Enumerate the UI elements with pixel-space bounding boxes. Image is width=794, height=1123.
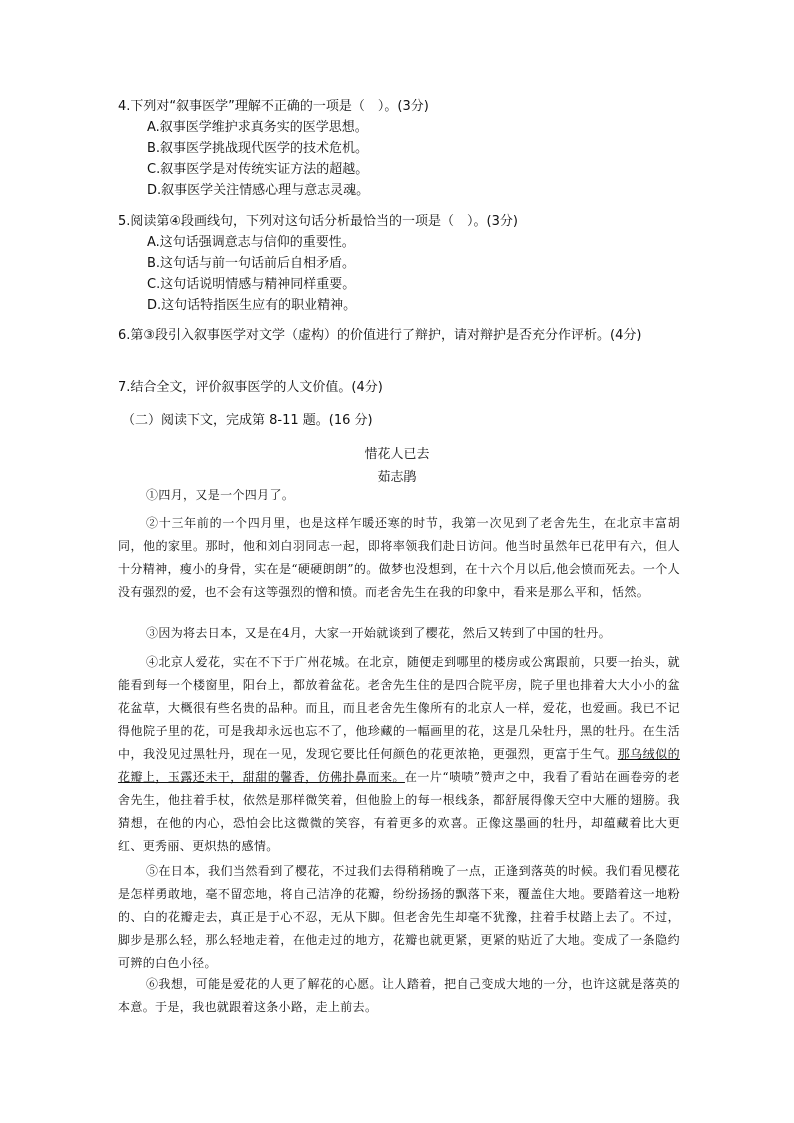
question-4-option-a: A.叙事医学维护求真务实的医学思想。: [147, 120, 368, 135]
question-5-option-c: C.这句话说明情感与精神同样重要。: [147, 277, 356, 292]
paragraph-4-text-a: ④北京人爱花，实在不下于广州花城。在北京，随便走到哪里的楼房或公寓跟前，只要一抬头，就能看到每一个楼窗里，阳台上，都放着盆花。老舍先生住的是四合院平房，院子里也排着大大小小的盆花盆草，大概很有些名贵的品种。而且，而且老舍先生像所有的北京人一样，爱花，也爱画。我已不记得他院子里的花，可是我却永远也忘不了，他珍藏的一幅画里的花，这是几朵牡丹，黑的牡丹。在生活中，我没见过黑牡丹，现在一见，发现它要比任何颜色的花更浓艳，更强烈，更富于生气。: [118, 655, 680, 761]
paragraph-4-underlined-sentence: 那乌绒似的花瓣上，玉露还未干，甜甜的馨香，仿佛扑鼻而来。: [118, 747, 680, 784]
question-4-stem: 4.下列对“叙事医学”理解不正确的一项是（ ）。(3分): [118, 99, 429, 114]
question-7-stem: 7.结合全文，评价叙事医学的人文价值。(4分): [118, 380, 383, 395]
question-5-stem: 5.阅读第④段画线句，下列对这句话分析最恰当的一项是（ ）。(3分): [118, 214, 518, 229]
question-5-option-b: B.这句话与前一句话前后自相矛盾。: [147, 256, 356, 271]
paragraph-5: ⑤在日本，我们当然看到了樱花，不过我们去得稍稍晚了一点，正逢到落英的时候。我们看见樱花是怎样勇敢地，毫不留恋地，将自己洁净的花瓣，纷纷扬扬的飘落下来，覆盖住大地。要踏着这一地粉的、白的花瓣走去，真正是于心不忍，无从下脚。但老舍先生却毫不犹豫，拄着手杖踏上去了。不过，脚步是那么轻，那么轻地走着，在他走过的地方，花瓣也就更紧，更紧的贴近了大地。变成了一条隐约可辨的白色小径。: [118, 864, 680, 970]
paragraph-1: ①四月，又是一个四月了。: [146, 488, 295, 502]
question-4-option-b: B.叙事医学挑战现代医学的技术危机。: [147, 141, 369, 156]
question-5-option-a: A.这句话强调意志与信仰的重要性。: [147, 235, 355, 250]
paragraph-2: ②十三年前的一个四月里，也是这样乍暖还寒的时节，我第一次见到了老舍先生，在北京丰富胡同，他的家里。那时，他和刘白羽同志一起，即将率领我们赴日访问。他当时虽然年已花甲有六，但人十分精神，瘦小的身骨，实在是“硬硬朗朗”的。做梦也没想到，在十六个月以后,他会愤而死去。一个人没有强烈的爱，也不会有这等强烈的憎和愤。而老舍先生在我的印象中，看来是那么平和，恬然。: [118, 516, 680, 599]
question-5-option-d: D.这句话特指医生应有的职业精神。: [147, 298, 357, 313]
paragraph-3: ③因为将去日本，又是在4月，大家一开始就谈到了樱花，然后又转到了中国的牡丹。: [146, 626, 611, 640]
paragraph-4: [118, 651, 680, 858]
question-4-option-c: C.叙事医学是对传统实证方法的超越。: [147, 162, 369, 177]
question-4-option-d: D.叙事医学关注情感心理与意志灵魂。: [147, 183, 370, 198]
article-author: 茹志鹃: [377, 470, 417, 485]
question-6-stem: 6.第③段引入叙事医学对文学（虚构）的价值进行了辩护，请对辩护是否充分作评析。(4分): [118, 328, 642, 343]
article-title: 惜花人已去: [364, 447, 430, 462]
section-heading: （二）阅读下文，完成第 8-11 题。(16 分): [122, 413, 373, 428]
paragraph-6: ⑥我想，可能是爱花的人更了解花的心愿。让人踏着，把自己变成大地的一分，也许这就是落英的本意。于是，我也就跟着这条小路，走上前去。: [118, 977, 680, 1014]
paragraph-4-text-b: 在一片“啧啧”赞声之中，我看了看站在画卷旁的老舍先生，他拄着手杖，依然是那样微笑着，但他脸上的每一根线条，都舒展得像天空中大雁的翅膀。我猜想，在他的内心，恐怕会比这微微的笑容，有着更多的欢喜。正像这墨画的牡丹，却蕴藏着比大更红、更秀丽、更炽热的感情。: [118, 770, 680, 853]
